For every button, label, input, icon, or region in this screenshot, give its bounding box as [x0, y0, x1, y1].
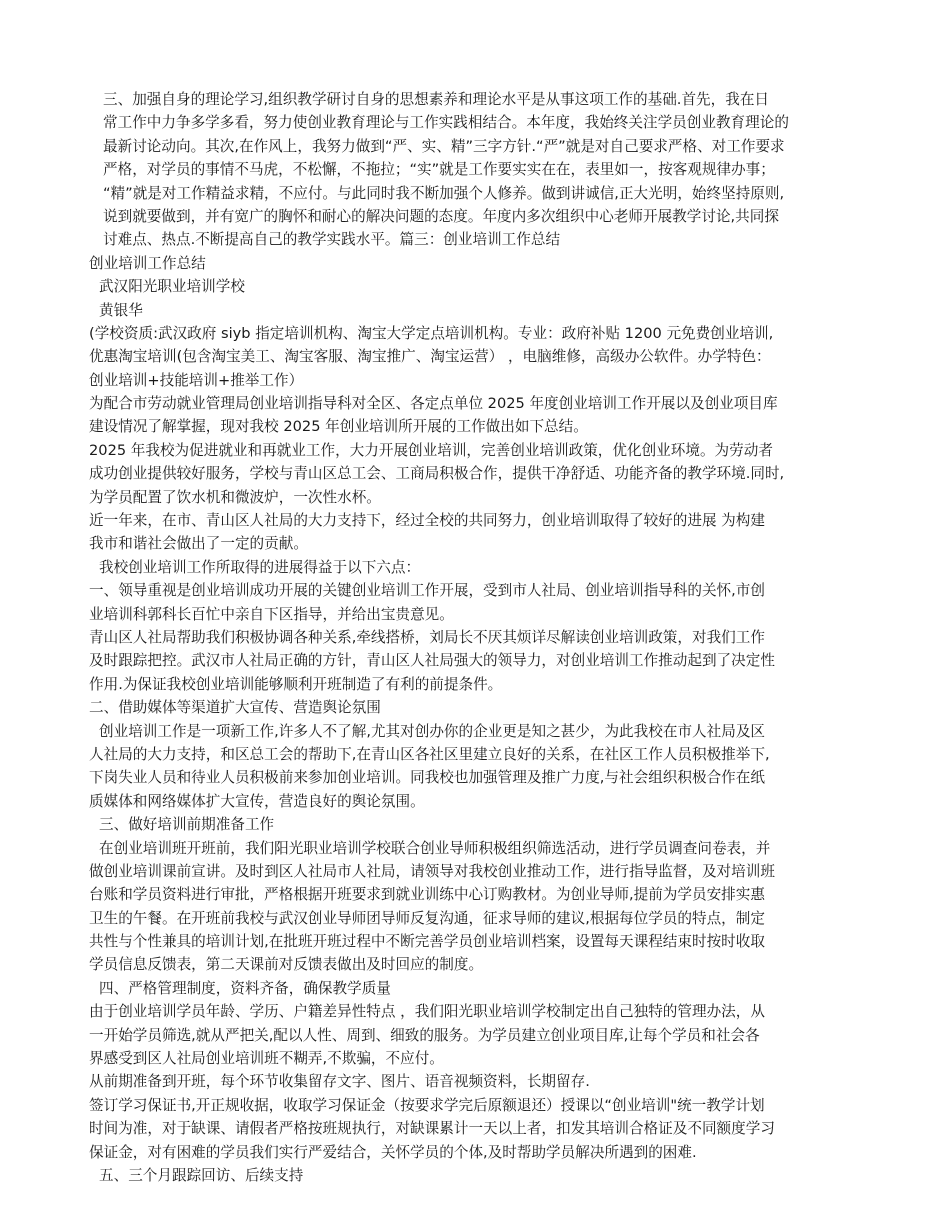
text-line: 及时跟踪把控。武汉市人社局正确的方针，青山区人社局强大的领导力，对创业培训工作推动起到了决定性: [89, 652, 775, 670]
text-line: 台账和学员资料进行审批，严格根据开班要求到就业训练中心订购教材。为创业导师,提前为学员安排实惠: [89, 886, 765, 904]
text-line: 讨难点、热点.不断提高自己的教学实践水平。篇三：创业培训工作总结: [103, 231, 561, 249]
text-line: 人社局的大力支持，和区总工会的帮助下,在青山区各社区里建立良好的关系，在社区工作人员积极推举下,: [89, 745, 770, 763]
text-line: 我市和谐社会做出了一定的贡献。: [89, 535, 308, 553]
text-line: 签订学习保证书,开正规收据，收取学习保证金（按要求学完后原额退还）授课以“创业培训"统一教学计划: [89, 1096, 765, 1114]
text-line: 创业培训工作总结: [89, 254, 206, 272]
text-line: 2025 年我校为促进就业和再就业工作，大力开展创业培训，完善创业培训政策，优化创业环境。为劳动者: [89, 441, 773, 459]
text-line: 武汉阳光职业培训学校: [99, 278, 245, 296]
text-line: 最新讨论动向。其次,在作风上，我努力做到“严、实、精”三字方针.“严”就是对自己要求严格、对工作要求: [103, 137, 785, 155]
text-line: 五、三个月跟踪回访、后续支持: [99, 1166, 304, 1184]
text-line: “精”就是对工作精益求精，不应付。与此同时我不断加强个人修养。做到讲诚信,正大光明，始终坚持原则,: [103, 184, 785, 202]
text-line: 业培训科郭科长百忙中亲自下区指导，并给出宝贵意见。: [89, 605, 454, 623]
text-line: 质媒体和网络媒体扩大宣传，营造良好的舆论氛围。: [89, 792, 425, 810]
text-line: 在创业培训班开班前，我们阳光职业培训学校联合创业导师积极组织筛选活动，进行学员调查问卷表，并: [99, 839, 771, 857]
text-line: 一、领导重视是创业培训成功开展的关键创业培训工作开展，受到市人社局、创业培训指导科的关怀,市创: [89, 582, 765, 600]
text-line: 成功创业提供较好服务，学校与青山区总工会、工商局积极合作，提供干净舒适、功能齐备的教学环境.同时,: [89, 465, 785, 483]
text-line: 创业培训工作是一项新工作,许多人不了解,尤其对创办你的企业更是知之甚少，为此我校在市人社局及区: [99, 722, 766, 740]
text-line: 黄银华: [99, 301, 143, 319]
text-line: 为配合市劳动就业管理局创业培训指导科对全区、各定点单位 2025 年度创业培训工作开展以及创业项目库: [89, 395, 778, 413]
text-line: 界感受到区人社局创业培训班不糊弄,不欺骗，不应付。: [89, 1050, 444, 1068]
text-line: 说到就要做到，并有宽广的胸怀和耐心的解决问题的态度。年度内多次组织中心老师开展教学讨论,共同探: [103, 207, 779, 225]
text-line: 二、借助媒体等渠道扩大宣传、营造舆论氛围: [89, 699, 381, 717]
text-line: 优惠淘宝培训(包含淘宝美工、淘宝客服、淘宝推广、淘宝运营） ，电脑维修，高级办公软件。办学特色：: [89, 348, 771, 366]
text-line: 建设情况了解掌握，现对我校 2025 年创业培训所开展的工作做出如下总结。: [89, 418, 588, 436]
text-line: 三、做好培训前期准备工作: [99, 816, 275, 834]
text-line: 卫生的午餐。在开班前我校与武汉创业导师团导师反复沟通，征求导师的建议,根据每位学员的特点，制定: [89, 909, 765, 927]
text-line: 创业培训+技能培训+推举工作）: [89, 371, 304, 389]
text-line: 严格，对学员的事情不马虎，不松懈，不拖拉；“实”就是工作要实实在在，表里如一，按客观规律办事；: [103, 161, 775, 179]
text-line: 近一年来，在市、青山区人社局的大力支持下，经过全校的共同努力，创业培训取得了较好的进展 为构建: [89, 512, 765, 530]
text-line: 共性与个性兼具的培训计划,在批班开班过程中不断完善学员创业培训档案，设置每天课程结束时按时收取: [89, 933, 765, 951]
text-line: 三、加强自身的理论学习,组织教学研讨自身的思想素养和理论水平是从事这项工作的基础.首先，我在日: [103, 91, 770, 108]
text-line: 为学员配置了饮水机和微波炉，一次性水杯。: [89, 488, 381, 506]
text-line: (学校资质:武汉政府 siyb 指定培训机构、淘宝大学定点培训机构。专业：政府补贴 1200 元免费创业培训,: [89, 324, 774, 342]
text-line: 学员信息反馈表，第二天课前对反馈表做出及时回应的制度。: [89, 956, 484, 974]
text-line: 我校创业培训工作所取得的进展得益于以下六点：: [99, 558, 421, 576]
text-line: 做创业培训课前宣讲。及时到区人社局市人社局，请领导对我校创业推动工作，进行指导监督，及对培训班: [89, 862, 775, 880]
text-line: 常工作中力争多学多看，努力使创业教育理论与工作实践相结合。本年度，我始终关注学员创业教育理论的: [103, 114, 789, 132]
text-line: 青山区人社局帮助我们积极协调各种关系,牵线搭桥，刘局长不厌其烦详尽解读创业培训政策，对我们工作: [89, 628, 765, 646]
text-line: 四、严格管理制度，资料齐备，确保教学质量: [99, 979, 391, 997]
text-line: 从前期准备到开班，每个环节收集留存文字、图片、语音视频资料，长期留存.: [89, 1073, 590, 1091]
text-line: 保证金，对有困难的学员我们实行严爱结合，关怀学员的个体,及时帮助学员解决所遇到的困难.: [89, 1143, 697, 1161]
text-line: 时间为准，对于缺课、请假者严格按班规执行，对缺课累计一天以上者，扣发其培训合格证及不同额度学习: [89, 1120, 775, 1138]
text-line: 作用.为保证我校创业培训能够顺利开班制造了有利的前提条件。: [89, 675, 503, 693]
text-line: 一开始学员筛选,就从严把关,配以人性、周到、细致的服务。为学员建立创业项目库,让每个学员和社会各: [89, 1026, 760, 1044]
text-line: 下岗失业人员和待业人员积极前来参加创业培训。同我校也加强管理及推广力度,与社会组织积极合作在纸: [89, 769, 765, 787]
text-line: 由于创业培训学员年龄、学历、户籍差异性特点 ，我们阳光职业培训学校制定出自己独特的管理办法，从: [89, 1003, 765, 1021]
